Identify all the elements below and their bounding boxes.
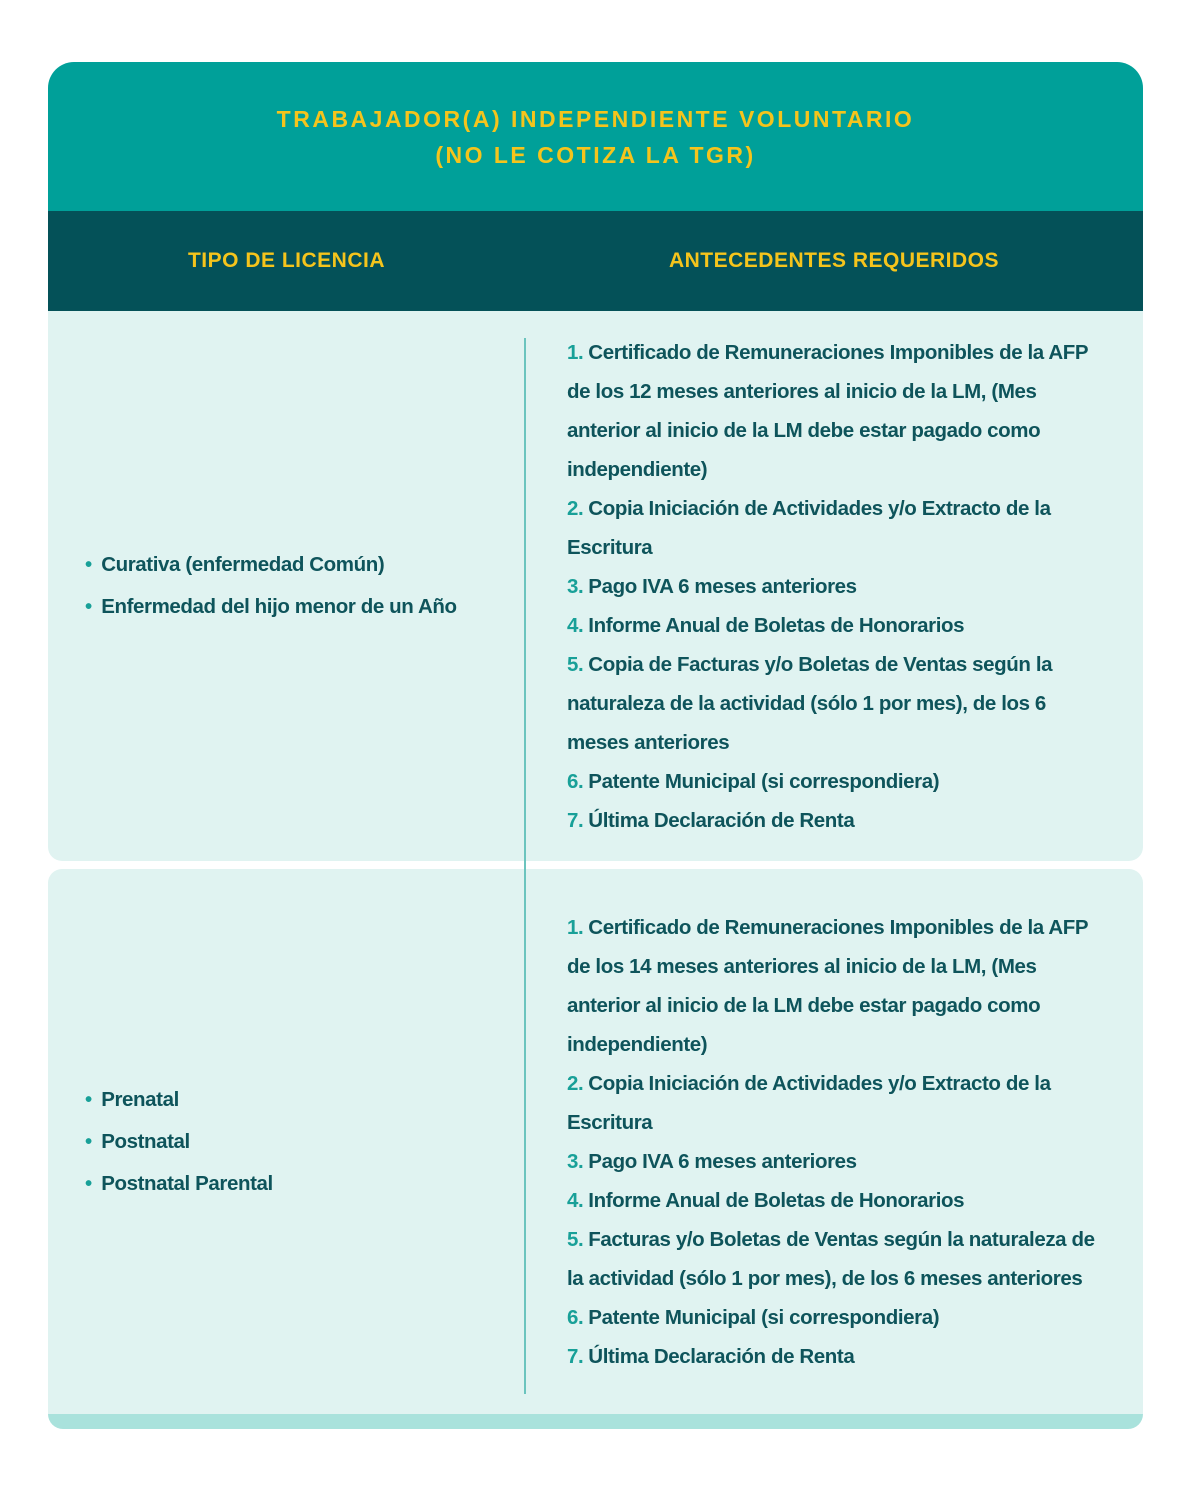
requirement-item xyxy=(567,908,1113,1064)
requirement-number: 1. xyxy=(567,340,584,364)
bullet-icon: • xyxy=(85,1087,93,1111)
license-label: Enfermedad del hijo menor de un Año xyxy=(101,595,457,618)
requirement-item xyxy=(567,1181,1113,1220)
requirement-item xyxy=(567,762,1113,801)
requirement-text: Informe Anual de Boletas de Honorarios xyxy=(588,613,965,637)
required-documents-cell xyxy=(525,311,1143,861)
bullet-icon: • xyxy=(85,595,93,618)
requirement-item xyxy=(567,1298,1113,1337)
license-label: Prenatal xyxy=(101,1087,179,1111)
requirement-text: Patente Municipal (si correspondiera) xyxy=(588,1305,940,1329)
title-line-1: TRABAJADOR(A) INDEPENDIENTE VOLUNTARIO xyxy=(276,105,915,132)
table-row xyxy=(48,311,1143,861)
requirement-item xyxy=(567,1064,1113,1142)
requirement-item xyxy=(567,333,1113,489)
license-label: Postnatal Parental xyxy=(101,1171,273,1195)
requirement-number: 5. xyxy=(567,1227,584,1251)
requirement-number: 6. xyxy=(567,1305,584,1329)
requirement-number: 2. xyxy=(567,496,584,520)
bullet-icon: • xyxy=(85,1171,93,1195)
requirement-number: 1. xyxy=(567,915,584,939)
requirement-number: 7. xyxy=(567,808,584,832)
table-bottom-accent-bar xyxy=(48,1414,1143,1429)
list-item xyxy=(85,586,507,628)
requirement-text: Patente Municipal (si correspondiera) xyxy=(588,769,940,793)
license-table-card xyxy=(48,62,1143,1429)
license-label: Curativa (enfermedad Común) xyxy=(101,553,385,576)
requirement-text: Última Declaración de Renta xyxy=(588,1344,855,1368)
requirement-text: Copia Iniciación de Actividades y/o Extracto de la Escritura xyxy=(567,496,1051,559)
license-label: Postnatal xyxy=(101,1129,190,1153)
requirement-number: 5. xyxy=(567,652,584,676)
requirement-text: Informe Anual de Boletas de Honorarios xyxy=(588,1188,965,1212)
requirement-item xyxy=(567,489,1113,567)
requirement-item xyxy=(567,1220,1113,1298)
bullet-icon: • xyxy=(85,1129,93,1153)
table-body xyxy=(48,311,1143,1414)
list-item xyxy=(85,544,507,586)
requirement-item xyxy=(567,1337,1113,1376)
requirement-number: 6. xyxy=(567,769,584,793)
requirement-item xyxy=(567,606,1113,645)
table-title-header xyxy=(48,62,1143,211)
bullet-icon: • xyxy=(85,553,93,576)
requirement-item xyxy=(567,801,1113,840)
list-item xyxy=(85,1163,507,1205)
row-separator xyxy=(48,861,1143,869)
requirement-number: 2. xyxy=(567,1071,584,1095)
list-item xyxy=(85,1121,507,1163)
requirement-text: Facturas y/o Boletas de Ventas según la naturaleza de la actividad (sólo 1 por mes), de los 6 meses anteriores xyxy=(567,1227,1095,1290)
column-header-required-documents: ANTECEDENTES REQUERIDOS xyxy=(668,249,1000,272)
requirement-text: Última Declaración de Renta xyxy=(588,808,855,832)
requirement-item xyxy=(567,645,1113,762)
requirement-number: 4. xyxy=(567,1188,584,1212)
requirement-number: 7. xyxy=(567,1344,584,1368)
requirement-item xyxy=(567,567,1113,606)
required-documents-cell xyxy=(525,869,1143,1414)
requirement-text: Certificado de Remuneraciones Imponibles de la AFP de los 14 meses anteriores al inicio de la LM, (Mes anterior al inicio de la LM debe estar pagado como independiente) xyxy=(567,915,1088,1056)
requirement-text: Pago IVA 6 meses anteriores xyxy=(588,574,857,598)
table-row xyxy=(48,869,1143,1414)
requirement-text: Copia Iniciación de Actividades y/o Extracto de la Escritura xyxy=(567,1071,1051,1134)
column-divider xyxy=(524,338,526,1394)
license-type-cell xyxy=(48,869,525,1414)
column-header-license-type: TIPO DE LICENCIA xyxy=(187,249,385,272)
requirement-text: Certificado de Remuneraciones Imponibles de la AFP de los 12 meses anteriores al inicio de la LM, (Mes anterior al inicio de la LM debe estar pagado como independiente) xyxy=(567,340,1088,481)
requirement-text: Copia de Facturas y/o Boletas de Ventas según la naturaleza de la actividad (sólo 1 por mes), de los 6 meses anteriores xyxy=(567,652,1053,754)
requirement-item xyxy=(567,1142,1113,1181)
column-header-row xyxy=(48,211,1143,311)
list-item xyxy=(85,1079,507,1121)
title-line-2: (NO LE COTIZA LA TGR) xyxy=(435,141,756,168)
requirement-number: 4. xyxy=(567,613,584,637)
requirement-text: Pago IVA 6 meses anteriores xyxy=(588,1149,857,1173)
license-type-cell xyxy=(48,311,525,861)
requirement-number: 3. xyxy=(567,574,584,598)
requirement-number: 3. xyxy=(567,1149,584,1173)
